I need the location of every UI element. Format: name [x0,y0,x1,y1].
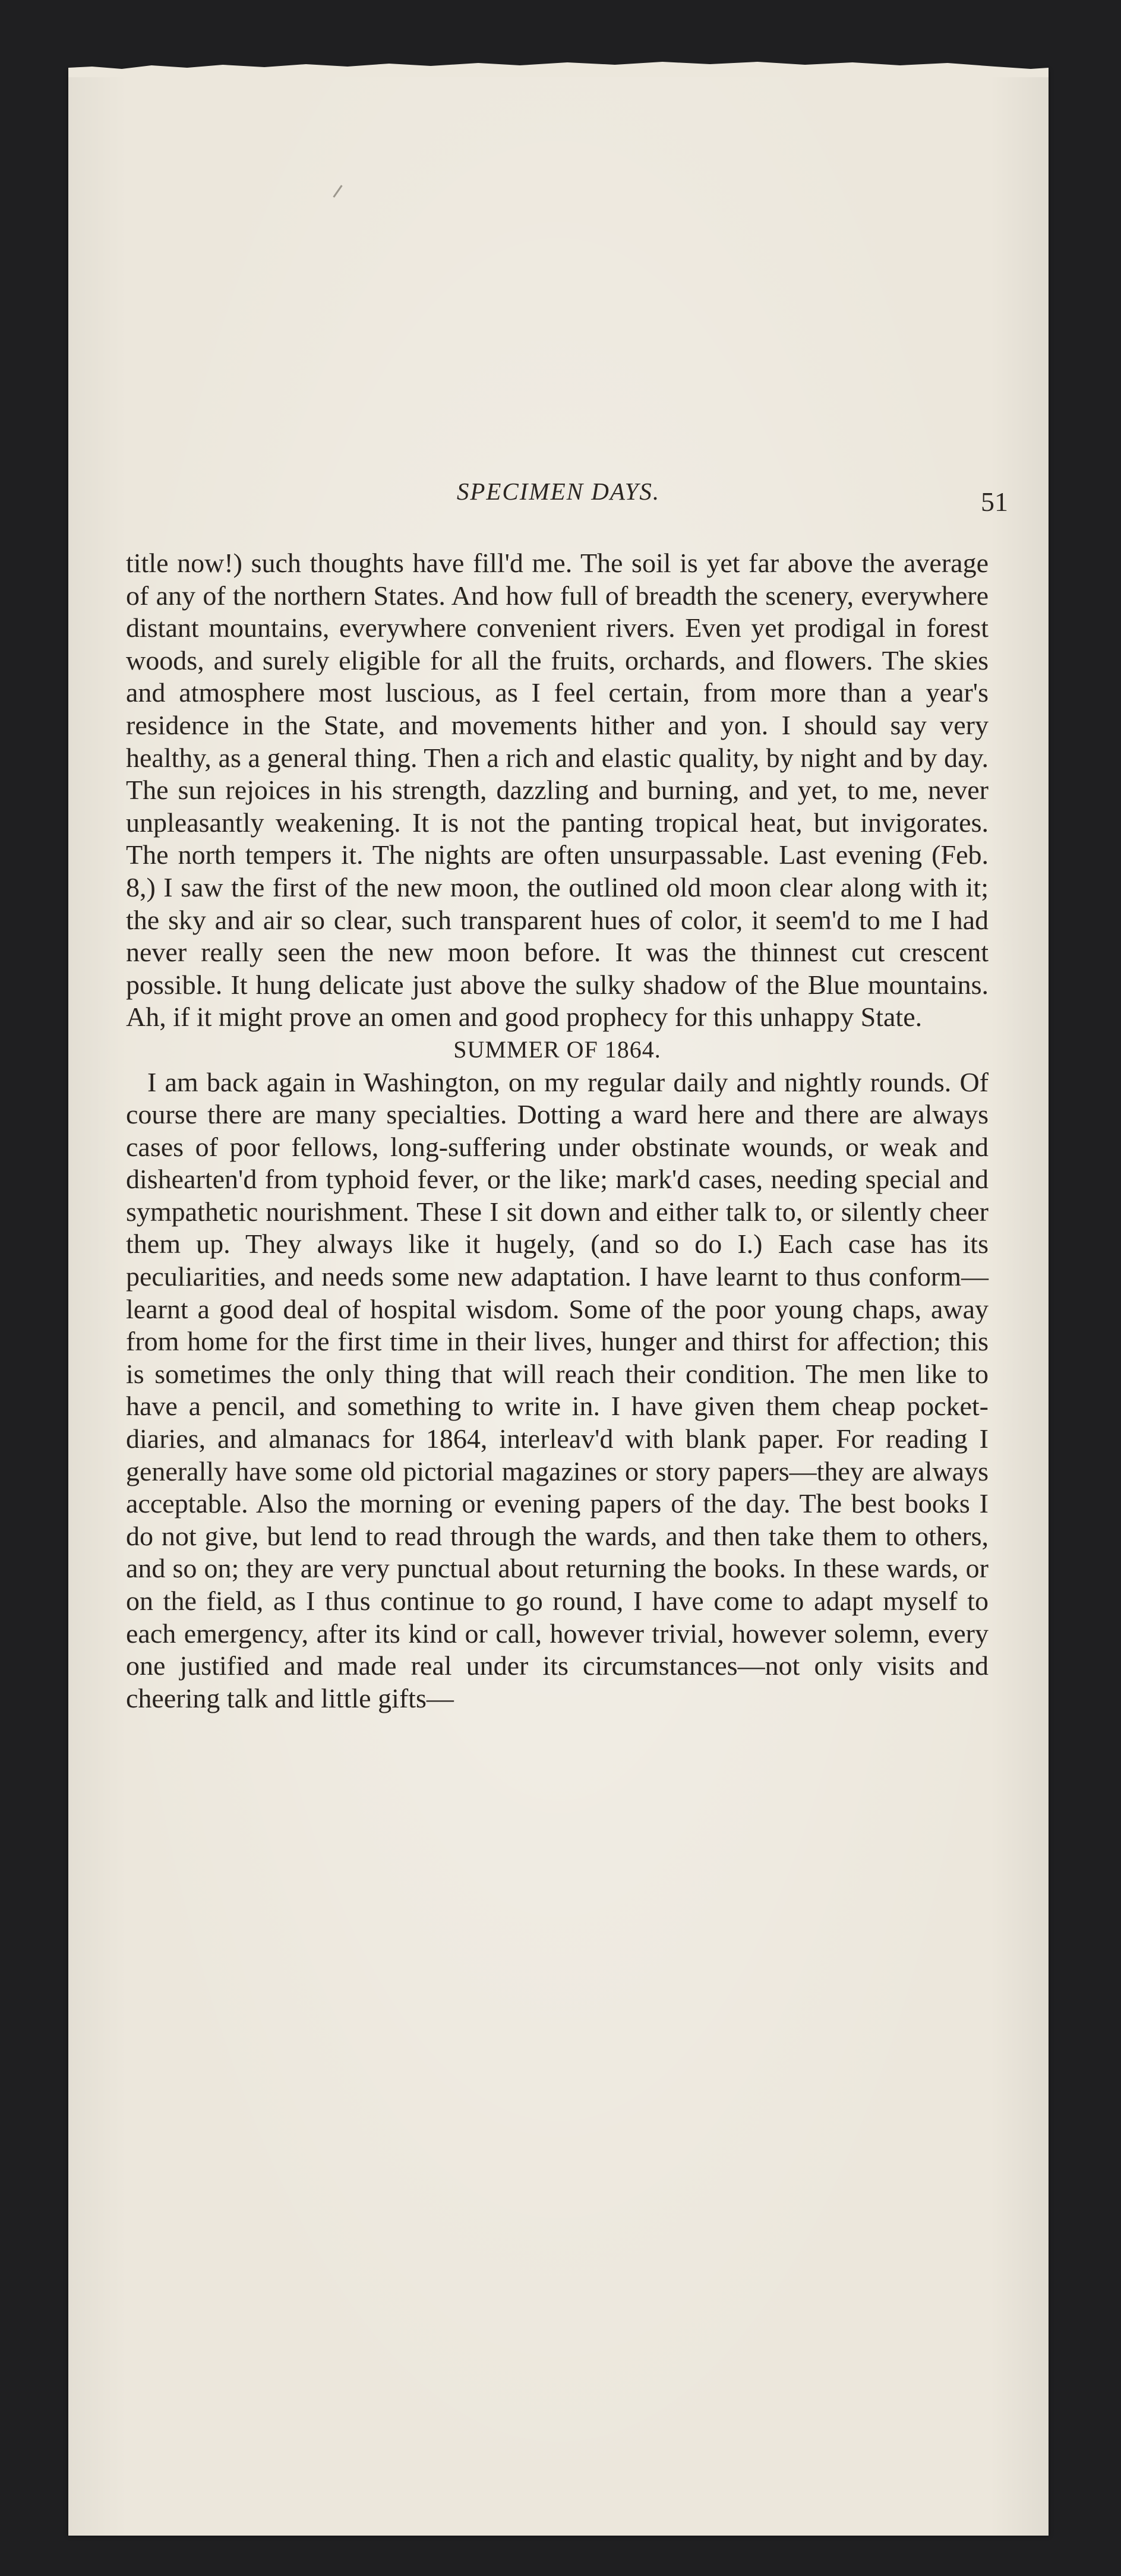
torn-edge [68,59,1049,77]
running-head: SPECIMEN DAYS. [456,478,661,505]
page-number: 51 [981,487,1008,517]
paragraph-continued: title now!) such thoughts have fill'd me. The soil is yet far above the average of any of the northern States. And how full of breadth the scenery, everywhere distant mountains, everywhere convenient rivers. Even yet prodigal in forest woods, and surely eligible for all the fruits, orchards, and flowers. The skies and atmosphere most luscious, as I feel certain, from more than a year's residence in the State, and movements hither and yon. I should say very healthy, as a general thing. Then a rich and elastic quality, by night and by day. The sun rejoices in his strength, dazzling and burning, and yet, to me, never unpleasantly weakening. It is not the panting tropical heat, but invigorates. The north tempers it. The nights are often unsurpassable. Last evening (Feb. 8,) I saw the first of the new moon, the outlined old moon clear along with it; the sky and air so clear, such transparent hues of color, it seem'd to me I had never really seen the new moon before. It was the thinnest cut crescent possible. It hung delicate just above the sulky shadow of the Blue mountains. Ah, if it might prove an omen and good prophecy for this unhappy State. [126,548,989,1033]
pencil-mark [333,185,342,197]
section-heading: SUMMER OF 1864. [453,1036,661,1063]
body-text [126,547,989,1715]
section-paragraph: I am back again in Washington, on my regular daily and nightly rounds. Of course there are many specialties. Dotting a ward here and there are always cases of poor fellows, long-suffering under obstinate wounds, or weak and dishearten'd from typhoid fever, or the like; mark'd cases, needing special and sympathetic nourishment. These I sit down and either talk to, or silently cheer them up. They always like it hugely, (and so do I.) Each case has its peculiarities, and needs some new adaptation. I have learnt to thus conform—learnt a good deal of hospital wisdom. Some of the poor young chaps, away from home for the first time in their lives, hunger and thirst for affection; this is sometimes the only thing that will reach their condition. The men like to have a pencil, and something to write in. I have given them cheap pocket-diaries, and almanacs for 1864, interleav'd with blank paper. For reading I generally have some old pictorial magazines or story papers—they are always acceptable. Also the morning or evening papers of the day. The best books I do not give, but lend to read through the wards, and then take them to others, and so on; they are very punctual about returning the books. In these wards, or on the field, as I thus continue to go round, I have come to adapt myself to each emergency, after its kind or call, however trivial, however solemn, every one justified and made real under its circumstances—not only visits and cheering talk and little gifts— [126,1066,989,1713]
book-page [68,70,1049,2536]
